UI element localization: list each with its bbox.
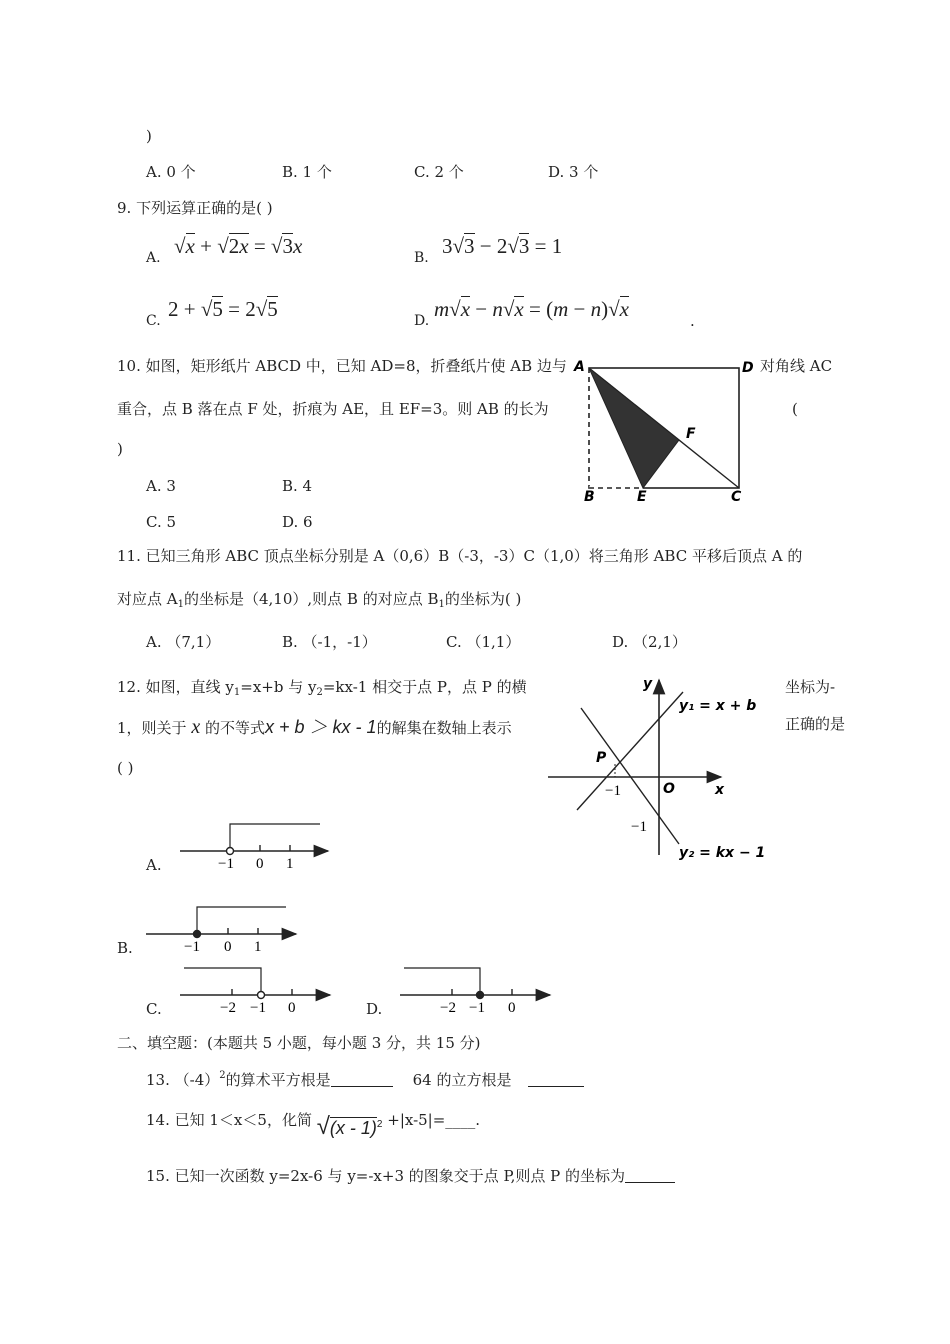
- label-b: B: [584, 489, 595, 505]
- q12-line-3: ( ): [117, 759, 134, 777]
- q9-stem: 9. 下列运算正确的是( ): [117, 199, 273, 217]
- q9-option-a-formula: √x + √2x = √3x: [174, 234, 303, 258]
- q9-option-c-label: C.: [146, 313, 161, 329]
- q12-line-1-right: 坐标为-: [785, 678, 836, 696]
- q9-option-b-label: B.: [414, 250, 429, 266]
- section-2-title: 二、填空题：(本题共 5 小题，每小题 3 分，共 15 分): [117, 1034, 481, 1052]
- label-d: D: [742, 360, 754, 376]
- label-f: F: [686, 426, 696, 442]
- q9-option-c-formula: 2 + √5 = 2√5: [168, 297, 278, 321]
- y-axis-label: y: [643, 676, 653, 692]
- tick-label-1: −2: [220, 1000, 236, 1016]
- solution-bracket: [184, 968, 261, 991]
- tick-label-3: 0: [508, 1000, 516, 1016]
- q9-option-d-formula: m√x − n√x = (m − n)√x: [434, 297, 629, 321]
- q11-option-d: D. （2,1）: [612, 633, 687, 651]
- q9-option-a-label: A.: [146, 250, 161, 266]
- origin-label: O: [663, 781, 675, 797]
- q12-coordinate-figure: [545, 672, 770, 872]
- tick-label-1: −1: [218, 856, 234, 872]
- q12-option-d-label: D.: [366, 1000, 383, 1018]
- x-axis-label: x: [715, 782, 725, 798]
- q8-option-c: C. 2 个: [414, 163, 464, 181]
- q10-line-2-right: (: [792, 400, 798, 418]
- q9-option-b-formula: 3√3 − 2√3 = 1: [442, 234, 563, 258]
- tick-label-3: 1: [286, 856, 294, 872]
- q13-blank-2: [528, 1072, 584, 1087]
- folded-triangle-aef: [589, 368, 679, 488]
- q15: 15. 已知一次函数 y=2x-6 与 y=-x+3 的图象交于点 P,则点 P 的坐标为: [146, 1167, 675, 1185]
- q13-blank-1: [331, 1072, 393, 1087]
- q11-line-1: 11. 已知三角形 ABC 顶点坐标分别是 A（0,6）B（-3，-3）C（1,0）将三角形 ABC 平移后顶点 A 的: [117, 547, 803, 565]
- q12-numline-b: [146, 903, 306, 958]
- label-e: E: [637, 489, 647, 505]
- q15-blank: [625, 1168, 675, 1183]
- q10-option-d: D. 6: [282, 513, 313, 531]
- q8-option-b: B. 1 个: [282, 163, 332, 181]
- y1-label: y₁ = x + b: [679, 698, 757, 714]
- solution-bracket: [197, 907, 286, 930]
- open-point: [227, 848, 234, 855]
- q11-option-c: C. （1,1）: [446, 633, 521, 651]
- q10-line-1: 10. 如图，矩形纸片 ABCD 中，已知 AD=8，折叠纸片使 AB 边与: [117, 357, 567, 375]
- neg1-x-label: −1: [605, 783, 621, 799]
- q12-numline-a: [180, 820, 340, 875]
- y2-label: y₂ = kx − 1: [679, 845, 766, 861]
- q9-option-d-end: .: [690, 312, 695, 330]
- closed-point: [194, 931, 201, 938]
- neg1-y-label: −1: [631, 819, 647, 835]
- solution-bracket: [230, 824, 320, 847]
- q11-option-b: B. （-1，-1）: [282, 633, 377, 651]
- q14: 14. 已知 1＜x＜5，化简 √(x - 1)$^2$ +|x-5|=____.: [146, 1111, 481, 1140]
- q10-option-a: A. 3: [146, 477, 176, 495]
- q11-line-2: 对应点 $A_1$的坐标是（4,10）,则点 B 的对应点 $B_1$的坐标为( ): [117, 590, 522, 610]
- q10-line-1-right: 对角线 AC: [760, 357, 833, 375]
- q10-option-b: B. 4: [282, 477, 313, 495]
- closed-point: [477, 992, 484, 999]
- q12-line-2-right: 正确的是: [785, 715, 846, 733]
- tick-label-3: 0: [288, 1000, 296, 1016]
- tick-label-3: 1: [254, 939, 262, 955]
- tick-label-2: 0: [256, 856, 264, 872]
- q12-option-a-label: A.: [146, 856, 162, 874]
- q10-rectangle-figure: [570, 355, 760, 505]
- q10-line-3: ): [117, 440, 123, 458]
- label-a: A: [574, 359, 585, 375]
- q12-line-2: 1，则关于 x 的不等式x + b ＞ kx - 1的解集在数轴上表示: [117, 716, 512, 738]
- q13: 13. $(-4)^2$的算术平方根是 64 的立方根是: [146, 1070, 584, 1089]
- q12-option-c-label: C.: [146, 1000, 162, 1018]
- tick-label-2: 0: [224, 939, 232, 955]
- q12-line-1: 12. 如图，直线 $y_1=x+b$ 与 $y_2=kx-1$ 相交于点 P，点 P 的横: [117, 678, 527, 698]
- q12-numline-c: [180, 965, 340, 1020]
- solution-bracket: [404, 968, 480, 991]
- q8-option-d: D. 3 个: [548, 163, 599, 181]
- open-point: [258, 992, 265, 999]
- tick-label-2: −1: [469, 1000, 485, 1016]
- q11-option-a: A. （7,1）: [146, 633, 221, 651]
- q9-option-d-label: D.: [414, 313, 430, 329]
- label-c: C: [731, 489, 742, 505]
- tick-label-1: −1: [184, 939, 200, 955]
- q10-option-c: C. 5: [146, 513, 177, 531]
- q14-sqrt-expression: √(x - 1)$^2$: [316, 1113, 383, 1140]
- line-y2: [581, 708, 679, 844]
- p-label: P: [596, 750, 607, 766]
- q10-line-2: 重合，点 B 落在点 F 处，折痕为 AE，且 EF=3。则 AB 的长为: [117, 400, 549, 418]
- tick-label-2: −1: [250, 1000, 266, 1016]
- q8-paren-close: ): [146, 127, 152, 145]
- q8-option-a: A. 0 个: [146, 163, 196, 181]
- q12-option-b-label: B.: [117, 939, 133, 957]
- q12-numline-d: [400, 965, 560, 1020]
- tick-label-1: −2: [440, 1000, 456, 1016]
